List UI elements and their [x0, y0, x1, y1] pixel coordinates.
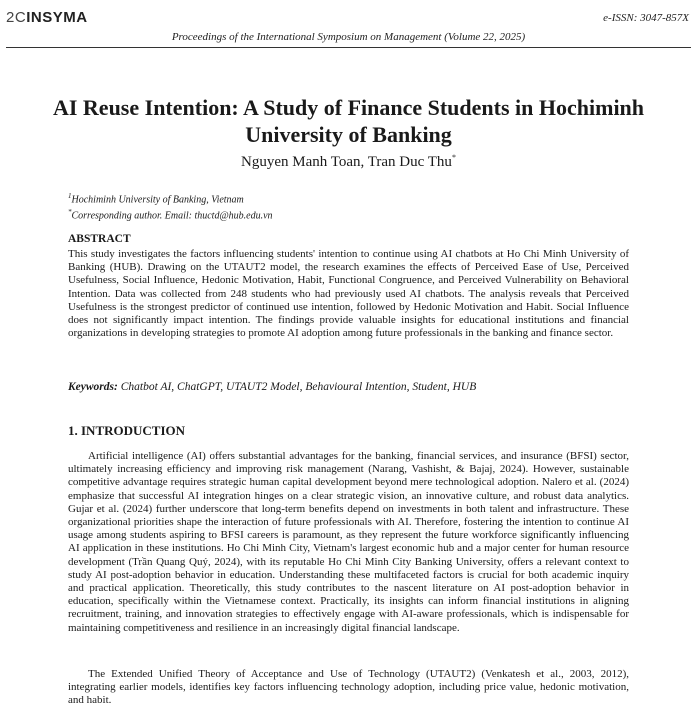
- section-heading: 1. INTRODUCTION: [68, 423, 186, 438]
- corresponding-marker: *: [451, 153, 456, 162]
- author-names: Nguyen Manh Toan, Tran Duc Thu: [241, 154, 452, 170]
- affiliation-line: [68, 190, 273, 206]
- logo-swoosh-icon: 2C: [6, 9, 27, 26]
- conference-logo: [6, 9, 88, 26]
- abstract-heading: ABSTRACT: [68, 233, 131, 245]
- header-divider: [6, 47, 691, 48]
- intro-paragraph-1: Artificial intelligence (AI) offers substantial advantages for the banking, financial services, and insurance (BFSI) sector, ultimately increasing efficiency and improving risk management (Narang, Vashisht, & Bajaj, 2024). However, sustainable competitive advantage requires strategic human capital development beyond mere technological adoption. Nalero et al. (2024) emphasize that successful AI integration hinges on a clear strategic vision, an innovative culture, and robust data analytics. Gujar et al. (2024) further underscore that long-term benefits depend on investments in both talent and infrastructure. These organizational priorities shape the interaction of future professionals with AI. Therefore, fostering the intention to continue AI usage among students aspiring to BFSI careers is paramount, as they represent the future workforce significantly influencing AI application in these institutions. Ho Chi Minh City, Vietnam's largest economic hub and a major center for human resource development (Trần Quang Quý, 2024), with its reputable Ho Chi Minh City Banking University, offers a relevant context to study AI post-adoption behavior in education. Understanding these multifaceted factors is crucial for both academic inquiry and practical application. Theoretically, this study contributes to the nascent literature on AI post-adoption behavior in education, specifically within the Vietnamese context. Practically, its insights can inform financial institutions in aligning recruitment, training, and innovation strategies to effectively engage with AI-aware professionals, which is indispensable for maintaining competitiveness and resilience in an increasingly digital financial landscape.: [68, 450, 629, 634]
- affiliations: [68, 190, 273, 223]
- abstract-text: This study investigates the factors influencing students' intention to continue using AI chatbots at Ho Chi Minh University of Banking (HUB). Drawing on the UTAUT2 model, the research examines the effects of Perceived Ease of Use, Perceived Usefulness, Social Influence, Hedonic Motivation, Habit, Functional Congruence, and Perceived Vulnerability on Behavioral Intention. Data was collected from 248 students who had previously used AI chatbots. The analysis reveals that Perceived Usefulness is the strongest predictor of continued use intention, followed by Hedonic Motivation and Habit. Social Influence does not significantly impact intention. The findings provide valuable insights for educational institutions and financial organizations in developing strategies to promote AI adoption among future professionals in the banking and finance sector.: [68, 248, 629, 340]
- paper-title: AI Reuse Intention: A Study of Finance Students in Hochiminh University of Banking: [52, 95, 645, 147]
- keywords-list: Chatbot AI, ChatGPT, UTAUT2 Model, Behavioural Intention, Student, HUB: [120, 381, 477, 393]
- intro-paragraph-2: The Extended Unified Theory of Acceptance and Use of Technology (UTAUT2) (Venkatesh et al., 2003, 2012), integrating earlier models, identifies key factors influencing technology adoption, including price value, hedonic motivation, and habit.: [68, 668, 629, 707]
- corresponding-line: [68, 206, 273, 222]
- keywords: [68, 381, 629, 393]
- logo-text: INSYMA: [26, 9, 88, 26]
- corr-marker: *: [68, 208, 72, 217]
- authors: [0, 153, 697, 171]
- affiliation-marker: 1: [68, 192, 72, 200]
- proceedings-header: Proceedings of the International Symposium on Management (Volume 22, 2025): [171, 31, 526, 43]
- keywords-label: Keywords:: [68, 381, 118, 393]
- issn: e-ISSN: 3047-857X: [603, 12, 689, 24]
- affiliation-text: Hochiminh University of Banking, Vietnam: [71, 194, 244, 206]
- corr-text: Corresponding author. Email: thuctd@hub.edu.vn: [71, 210, 273, 222]
